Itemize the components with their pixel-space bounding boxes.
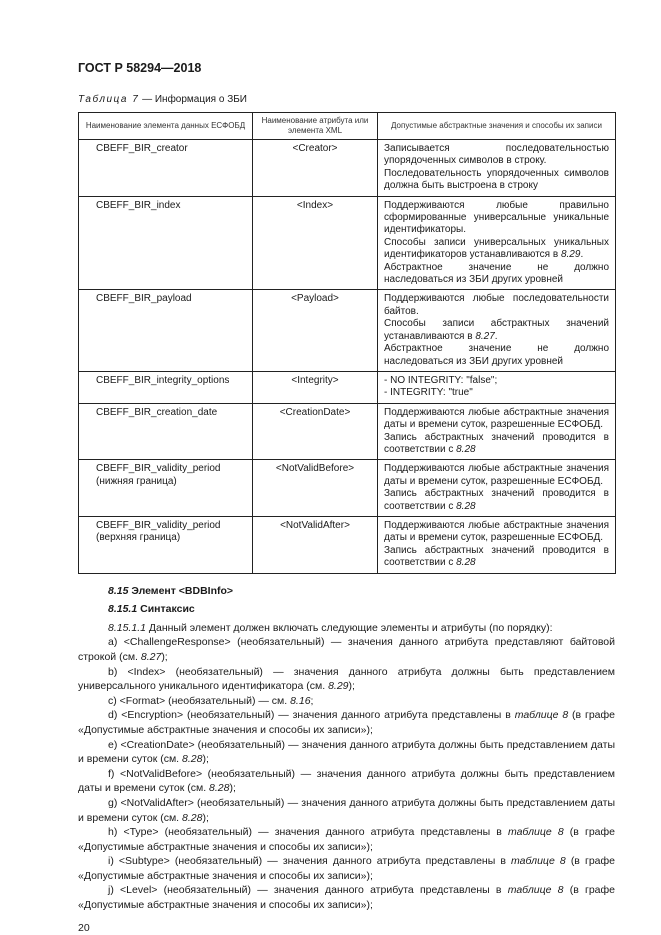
- text-segment: .: [494, 330, 498, 342]
- xml-name-cell: <NotValidAfter>: [253, 516, 378, 573]
- text-segment: (в графе «Допустимые абстрактные значения и способы их записи»);: [78, 855, 615, 882]
- reference: 8.28: [209, 782, 230, 795]
- table-row: [79, 196, 616, 290]
- reference: 8.29: [328, 680, 349, 693]
- text-segment: );: [229, 782, 236, 795]
- table-caption-label: Таблица 7: [78, 94, 140, 105]
- paragraph: [78, 854, 615, 883]
- text-segment: Данный элемент должен включать следующие элементы и атрибуты (по порядку):: [145, 621, 553, 634]
- text-segment: a) <ChallengeResponse> (необязательный) — значения данного атрибута представляют байтовой строкой (см.: [78, 636, 615, 663]
- reference: 8.15.1: [108, 603, 138, 616]
- xml-name-cell: <CreationDate>: [253, 403, 378, 460]
- text-segment: );: [202, 753, 209, 766]
- values-line: [384, 432, 609, 457]
- paragraph: [78, 738, 615, 767]
- section-heading: [78, 602, 615, 617]
- values-cell: [378, 140, 616, 197]
- text-segment: (в графе «Допустимые абстрактные значения и способы их записи»);: [78, 826, 615, 853]
- text-segment: e) <CreationDate> (необязательный) — значения данного атрибута должны быть представлением даты и времени суток (см.: [78, 738, 615, 766]
- text-segment: Абстрактное значение не должно наследоваться из ЗБИ других уровней: [384, 261, 609, 286]
- paragraph: [78, 621, 615, 636]
- paragraph: [78, 708, 615, 737]
- text-segment: Поддерживаются любые абстрактные значения даты и времени суток, разрешенные ЕСФОБД.: [384, 406, 609, 431]
- values-line: [384, 318, 609, 343]
- paragraph: [78, 767, 615, 796]
- paragraph: [78, 635, 615, 664]
- paragraph: [78, 883, 615, 912]
- table-row: [79, 290, 616, 371]
- element-name-cell: CBEFF_BIR_creation_date: [79, 403, 253, 460]
- text-segment: i) <Subtype> (необязательный) — значения данного атрибута представлены в: [108, 855, 512, 868]
- section-heading: [78, 584, 615, 599]
- text-segment: );: [161, 650, 168, 663]
- values-line: [384, 407, 609, 432]
- values-line: [384, 143, 609, 168]
- page-number: 20: [78, 921, 90, 934]
- column-header: Наименование атрибута или элемента XML: [253, 113, 378, 140]
- text-segment: .: [580, 249, 584, 261]
- table-caption-text: — Информация о ЗБИ: [139, 94, 247, 105]
- values-line: [384, 293, 609, 318]
- xml-name-cell: <Index>: [253, 196, 378, 290]
- reference: 8.29: [560, 249, 581, 261]
- element-name-cell: CBEFF_BIR_validity_period (верхняя граница): [79, 516, 253, 573]
- text-segment: Абстрактное значение не должно наследоваться из ЗБИ других уровней: [384, 343, 609, 367]
- values-cell: [378, 196, 616, 290]
- values-cell: [378, 516, 616, 573]
- element-name-cell: CBEFF_BIR_validity_period (нижняя граница): [79, 460, 253, 517]
- values-line: [384, 343, 609, 368]
- xml-name-cell: <Payload>: [253, 290, 378, 371]
- text-segment: - INTEGRITY: "true": [384, 387, 473, 399]
- text-segment: Поддерживаются любые абстрактные значения даты и времени суток, разрешенные ЕСФОБД.: [384, 519, 609, 544]
- text-segment: );: [202, 811, 209, 824]
- reference: таблице 8: [514, 709, 569, 722]
- reference: 8.15.1.1: [108, 621, 146, 634]
- values-cell: [378, 460, 616, 517]
- text-segment: Поддерживаются любые абстрактные значения даты и времени суток, разрешенные ЕСФОБД.: [384, 463, 609, 487]
- text-segment: d) <Encryption> (необязательный) — значения данного атрибута представлены в: [108, 709, 515, 722]
- text-segment: j) <Level> (необязательный) — значения данного атрибута представлены в: [108, 884, 508, 897]
- table-row: [79, 460, 616, 517]
- reference: 8.28: [456, 443, 476, 455]
- text-segment: h) <Type> (необязательный) — значения данного атрибута представлены в: [108, 826, 508, 839]
- reference: таблице 8: [511, 855, 566, 868]
- text-segment: c) <Format> (необязательный) — см.: [108, 694, 291, 707]
- info-table: [78, 112, 616, 574]
- table-row: [79, 516, 616, 573]
- text-segment: Запись абстрактных значений проводится в соответствии с: [384, 544, 609, 569]
- paragraph: [78, 796, 615, 825]
- values-line: [384, 200, 609, 237]
- page-content: [78, 112, 616, 935]
- paragraph: [78, 665, 615, 694]
- text-segment: (в графе «Допустимые абстрактные значения и способы их записи»);: [78, 884, 615, 912]
- text-segment: Синтаксис: [137, 603, 195, 616]
- text-segment: );: [348, 680, 355, 693]
- values-cell: [378, 403, 616, 460]
- text-segment: Записывается последовательностью упорядоченных символов в строку.: [384, 143, 609, 167]
- element-name-cell: CBEFF_BIR_payload: [79, 290, 253, 371]
- table-row: [79, 140, 616, 197]
- text-segment: Элемент <BDBInfo>: [128, 584, 234, 597]
- values-line: [384, 488, 609, 513]
- table-row: [79, 403, 616, 460]
- values-line: [384, 262, 609, 287]
- reference: таблице 8: [507, 884, 564, 897]
- text-segment: Способы записи абстрактных значений устанавливаются в: [384, 318, 609, 342]
- column-header: Наименование элемента данных ЕСФОБД: [79, 113, 253, 140]
- table-header-row: [79, 113, 616, 140]
- reference: 8.16: [290, 694, 311, 707]
- xml-name-cell: <Creator>: [253, 140, 378, 197]
- reference: 8.27: [475, 330, 495, 342]
- paragraph: [78, 694, 615, 709]
- reference: таблице 8: [507, 826, 564, 839]
- values-line: [384, 387, 609, 399]
- values-line: [384, 520, 609, 545]
- element-name-cell: CBEFF_BIR_creator: [79, 140, 253, 197]
- text-segment: (в графе «Допустимые абстрактные значения и способы их записи»);: [78, 709, 615, 736]
- paragraph: [78, 825, 615, 854]
- text-segment: g) <NotValidAfter> (необязательный) — значения данного атрибута должны быть представлением даты и времени суток (см.: [78, 796, 615, 824]
- xml-name-cell: <Integrity>: [253, 371, 378, 403]
- element-name-cell: CBEFF_BIR_index: [79, 196, 253, 290]
- table-caption: [78, 94, 247, 105]
- section-8-15: [78, 584, 615, 913]
- reference: 8.15: [108, 584, 129, 597]
- column-header: Допустимые абстрактные значения и способы их записи: [378, 113, 616, 140]
- values-line: [384, 237, 609, 262]
- text-segment: Последовательность упорядоченных символов должна быть выстроена в строку: [384, 167, 609, 192]
- reference: 8.28: [456, 500, 476, 512]
- values-line: [384, 463, 609, 488]
- reference: 8.28: [182, 753, 203, 766]
- element-name-cell: CBEFF_BIR_integrity_options: [79, 371, 253, 403]
- text-segment: Запись абстрактных значений проводится в соответствии с: [384, 431, 609, 455]
- values-line: [384, 168, 609, 193]
- values-cell: [378, 290, 616, 371]
- text-segment: Запись абстрактных значений проводится в соответствии с: [384, 488, 609, 512]
- text-segment: Способы записи универсальных уникальных идентификаторов устанавливаются в: [384, 236, 609, 261]
- values-line: [384, 545, 609, 570]
- text-segment: Поддерживаются любые правильно сформированные универсальные уникальные идентификаторы.: [384, 199, 609, 236]
- xml-name-cell: <NotValidBefore>: [253, 460, 378, 517]
- values-line: [384, 375, 609, 387]
- reference: 8.28: [182, 811, 203, 824]
- text-segment: - NO INTEGRITY: "false";: [384, 374, 498, 386]
- text-segment: f) <NotValidBefore> (необязательный) — значения данного атрибута должны быть представлением даты и времени суток (см.: [78, 767, 615, 795]
- reference: 8.28: [456, 557, 476, 569]
- text-segment: ;: [310, 694, 314, 707]
- document-id: ГОСТ Р 58294—2018: [78, 61, 202, 75]
- text-segment: Поддерживаются любые последовательности байтов.: [384, 293, 609, 317]
- values-cell: [378, 371, 616, 403]
- text-segment: b) <Index> (необязательный) — значения данного атрибута должны быть представлением универсального уникального идентификатора (см.: [78, 665, 615, 693]
- reference: 8.27: [140, 650, 162, 663]
- table-row: [79, 371, 616, 403]
